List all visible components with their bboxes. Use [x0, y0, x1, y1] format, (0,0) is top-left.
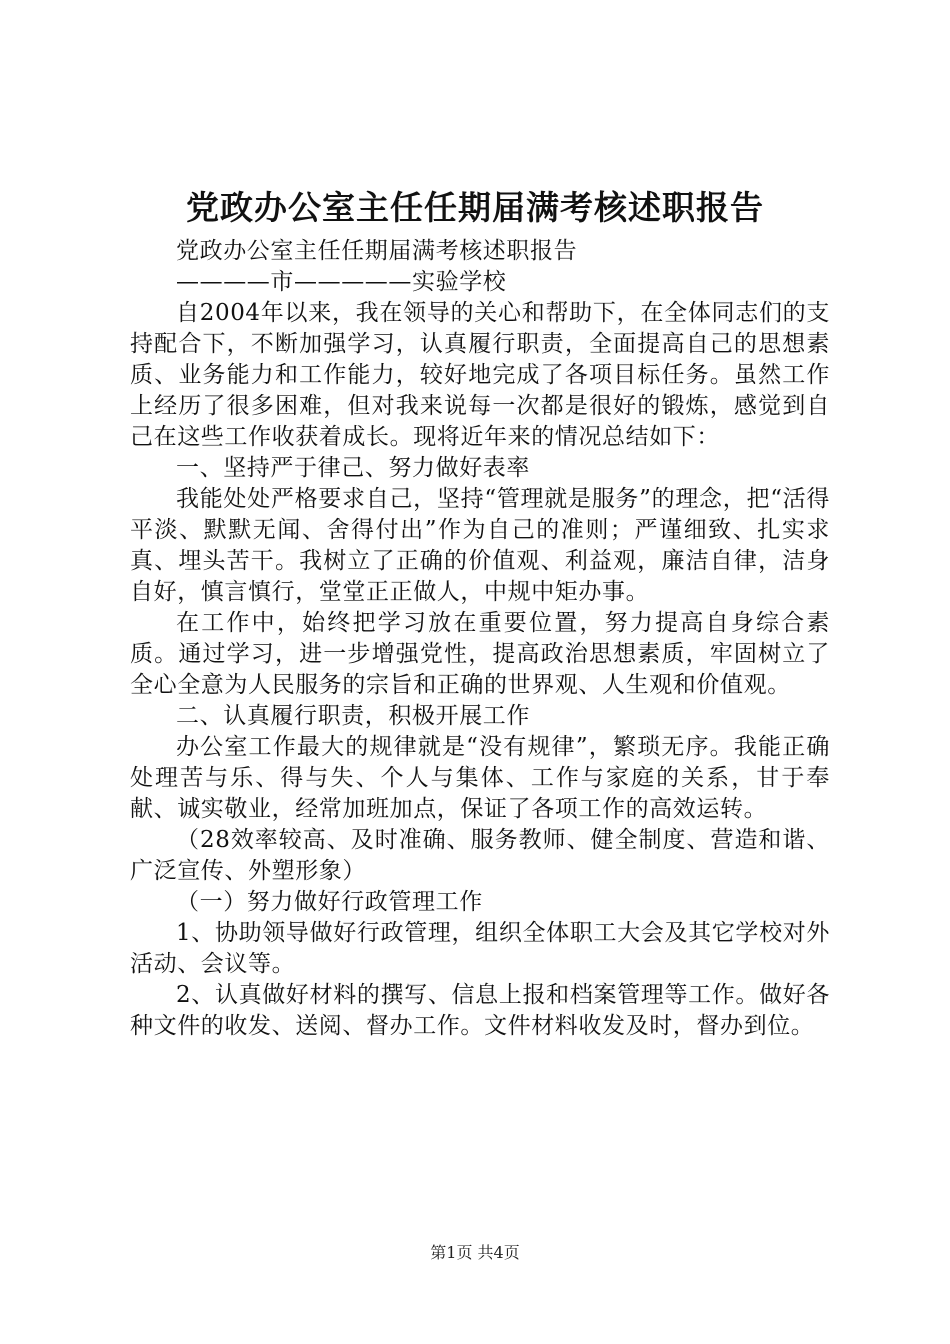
- paragraph: 自2004年以来，我在领导的关心和帮助下，在全体同志们的支持配合下，不断加强学习，认真履行职责，全面提高自己的思想素质、业务能力和工作能力，较好地完成了各项目标任务。虽然工作上经历了很多困难，但对我来说每一次都是很好的锻炼，感觉到自己在这些工作收获着成长。现将近年来的情况总结如下：: [130, 300, 830, 450]
- list-item: 2、认真做好材料的撰写、信息上报和档案管理等工作。做好各种文件的收发、送阅、督办工作。文件材料收发及时，督办到位。: [130, 982, 830, 1039]
- section-heading: 一、坚持严于律己、努力做好表率: [176, 455, 530, 481]
- paragraph: 在工作中，始终把学习放在重要位置，努力提高自身综合素质。通过学习，进一步增强党性，提高政治思想素质，牢固树立了全心全意为人民服务的宗旨和正确的世界观、人生观和价值观。: [130, 610, 830, 698]
- page-number-footer: 第1页 共4页: [430, 1243, 520, 1262]
- school-line: ————市—————实验学校: [176, 269, 507, 295]
- section-heading: 二、认真履行职责，积极开展工作: [176, 703, 530, 729]
- paragraph: 我能处处严格要求自己，坚持“管理就是服务”的理念，把“活得平淡、默默无闻、舍得付出”作为自己的准则；严谨细致、扎实求真、埋头苦干。我树立了正确的价值观、利益观，廉洁自律，洁身自好，慎言慎行，堂堂正正做人，中规中矩办事。: [130, 486, 830, 605]
- subsection-heading: （一）努力做好行政管理工作: [176, 889, 483, 915]
- list-item: 1、协助领导做好行政管理，组织全体职工大会及其它学校对外活动、会议等。: [130, 920, 830, 977]
- document-title: 党政办公室主任任期届满考核述职报告: [186, 188, 764, 227]
- paragraph: （28效率较高、及时准确、服务教师、健全制度、营造和谐、广泛宣传、外塑形象）: [130, 827, 830, 884]
- subtitle-line: 党政办公室主任任期届满考核述职报告: [176, 238, 578, 264]
- paragraph: 办公室工作最大的规律就是“没有规律”，繁琐无序。我能正确处理苦与乐、得与失、个人与集体、工作与家庭的关系，甘于奉献、诚实敬业，经常加班加点，保证了各项工作的高效运转。: [130, 734, 830, 822]
- document-body: [130, 236, 830, 1042]
